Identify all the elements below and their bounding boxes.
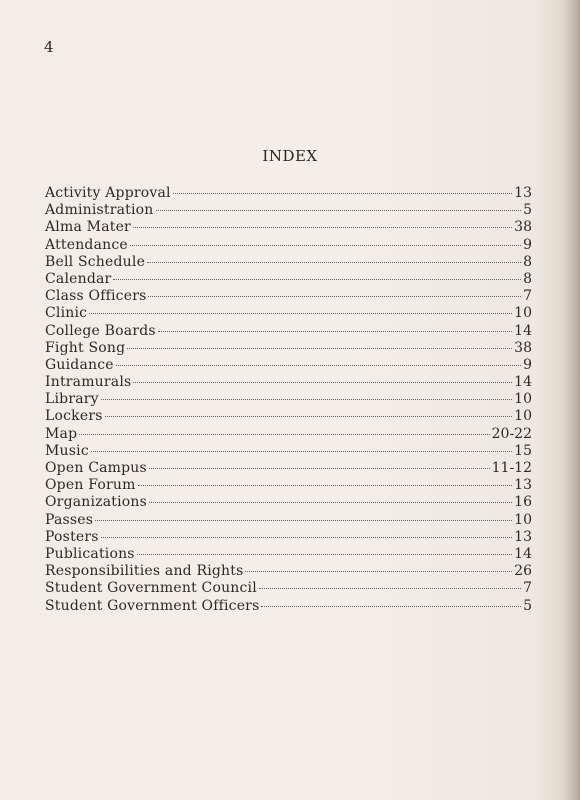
index-term: Fight Song xyxy=(45,339,126,356)
dot-leader xyxy=(133,227,512,228)
dot-leader xyxy=(89,313,512,314)
index-entry-attendance xyxy=(45,237,532,254)
index-term: Attendance xyxy=(45,236,128,253)
index-term: Guidance xyxy=(45,356,114,373)
index-page-ref: 7 xyxy=(523,580,532,597)
index-page-ref: 11-12 xyxy=(491,460,532,476)
index-page-ref: 15 xyxy=(514,442,532,459)
dot-leader xyxy=(138,485,513,486)
index-page-ref: 9 xyxy=(523,356,532,373)
index-entry-posters xyxy=(45,529,532,546)
page-number: 4 xyxy=(44,38,54,56)
dot-leader xyxy=(158,331,512,332)
index-term: Intramurals xyxy=(45,374,132,391)
index-page-ref: 10 xyxy=(514,408,532,425)
dot-leader xyxy=(95,520,512,521)
dot-leader xyxy=(105,416,513,417)
index-title: INDEX xyxy=(262,147,318,165)
index-page-ref: 10 xyxy=(514,391,532,408)
index-term: Organizations xyxy=(45,494,148,511)
index-page-ref: 20-22 xyxy=(491,425,532,442)
index-term: Music xyxy=(45,442,89,459)
index-entry-student-government-officers xyxy=(45,598,532,615)
dot-leader xyxy=(149,468,490,469)
index-entry-music xyxy=(45,443,532,460)
dot-leader xyxy=(245,571,512,572)
index-entry-open-campus xyxy=(45,460,532,477)
index-entry-clinic xyxy=(45,305,532,322)
dot-leader xyxy=(173,193,512,194)
index-entry-library xyxy=(45,391,532,408)
index-entry-lockers xyxy=(45,408,532,425)
index-entry-open-forum xyxy=(45,477,532,494)
index-page-ref: 38 xyxy=(514,339,532,356)
index-entry-map xyxy=(45,426,532,443)
index-term: Open Campus xyxy=(45,460,147,476)
index-entry-bell-schedule xyxy=(45,254,532,271)
dot-leader xyxy=(130,245,521,246)
index-page-ref: 13 xyxy=(514,528,532,545)
index-page-ref: 13 xyxy=(514,185,532,201)
dot-leader xyxy=(149,502,512,503)
index-page-ref: 5 xyxy=(523,202,532,219)
index-page-ref: 14 xyxy=(514,545,532,562)
dot-leader xyxy=(79,434,489,435)
index-page-ref: 7 xyxy=(523,288,532,305)
index-entry-passes xyxy=(45,512,532,529)
index-term: Activity Approval xyxy=(45,185,171,201)
index-entry-publications xyxy=(45,546,532,563)
index-page-ref: 9 xyxy=(523,236,532,253)
index-entry-fight-song xyxy=(45,340,532,357)
dot-leader xyxy=(113,279,521,280)
index-entry-calendar xyxy=(45,271,532,288)
index-entry-intramurals xyxy=(45,374,532,391)
index-term: Posters xyxy=(45,528,99,545)
index-term: Responsibilities and Rights xyxy=(45,563,244,580)
index-page-ref: 14 xyxy=(514,374,532,391)
dot-leader xyxy=(148,296,521,297)
index-term: Student Government Council xyxy=(45,580,257,597)
dot-leader xyxy=(259,588,521,589)
dot-leader xyxy=(156,210,522,211)
index-term: College Boards xyxy=(45,322,156,339)
index-page-ref: 38 xyxy=(514,219,532,236)
index-term: Calendar xyxy=(45,270,112,287)
index-term: Bell Schedule xyxy=(45,253,146,270)
index-entry-guidance xyxy=(45,357,532,374)
index-entry-college-boards xyxy=(45,323,532,340)
index-entry-alma-mater xyxy=(45,219,532,236)
index-entry-administration xyxy=(45,202,532,219)
index-entry-class-officers xyxy=(45,288,532,305)
index-page-ref: 26 xyxy=(514,563,532,580)
index-list xyxy=(45,185,532,615)
index-page-ref: 14 xyxy=(514,322,532,339)
index-term: Administration xyxy=(45,202,154,219)
index-entry-activity-approval xyxy=(45,185,532,202)
dot-leader xyxy=(101,537,513,538)
index-page-ref: 5 xyxy=(523,597,532,614)
dot-leader xyxy=(261,606,521,607)
index-term: Publications xyxy=(45,545,135,562)
index-page-ref: 8 xyxy=(523,270,532,287)
dot-leader xyxy=(133,382,512,383)
index-entry-responsibilities-and-rights xyxy=(45,563,532,580)
index-term: Map xyxy=(45,425,78,442)
index-entry-organizations xyxy=(45,494,532,511)
index-term: Passes xyxy=(45,511,94,528)
page-edge-shadow xyxy=(562,0,580,800)
dot-leader xyxy=(101,399,512,400)
index-entry-student-government-council xyxy=(45,580,532,597)
index-term: Alma Mater xyxy=(45,219,131,236)
dot-leader xyxy=(127,348,512,349)
index-page-ref: 13 xyxy=(514,477,532,494)
dot-leader xyxy=(116,365,521,366)
index-page-ref: 10 xyxy=(514,511,532,528)
index-term: Clinic xyxy=(45,305,88,322)
dot-leader xyxy=(147,262,521,263)
index-term: Lockers xyxy=(45,408,103,425)
index-term: Student Government Officers xyxy=(45,597,260,614)
index-page-ref: 16 xyxy=(514,494,532,511)
index-term: Library xyxy=(45,391,99,408)
dot-leader xyxy=(137,554,512,555)
index-page-ref: 8 xyxy=(523,253,532,270)
index-page-ref: 10 xyxy=(514,305,532,322)
index-term: Class Officers xyxy=(45,288,147,305)
index-term: Open Forum xyxy=(45,477,136,494)
dot-leader xyxy=(91,451,512,452)
